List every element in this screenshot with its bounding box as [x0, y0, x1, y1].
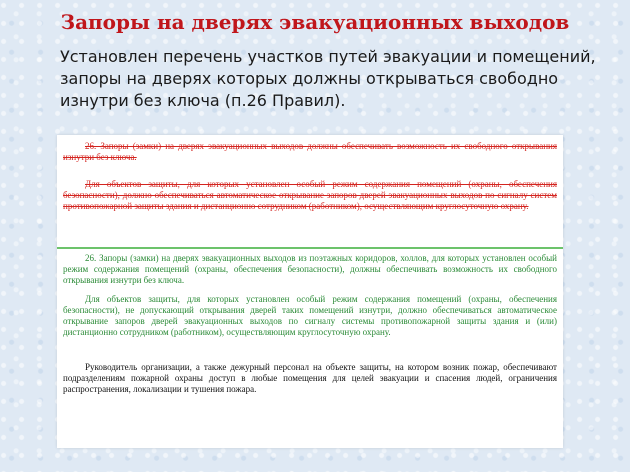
old-paragraph-26: 26. Запоры (замки) на дверях эвакуационных выходов должны обеспечивать возможность их свободного открывания изнутри без ключа.	[63, 141, 557, 162]
new-paragraph-special-regime: Для объектов защиты, для которых установлен особый режим содержания помещений (охраны, обеспечения безопасности), не допускающий открывания дверей таких помещений изнутри, должно обеспечиваться автоматическое открывание запоров дверей эвакуационных выходов по сигналу системы противопожарной защиты здания и (или) дистанционно сотрудником (работником), осуществляющим круглосуточную охрану.	[63, 294, 557, 337]
new-paragraph-26: 26. Запоры (замки) на дверях эвакуационных выходов из поэтажных коридоров, холлов, для которых установлен особый режим содержания помещений (охраны, обеспечения безопасности), должны обеспечивать возможность их свободного открывания изнутри без ключа.	[63, 253, 557, 285]
old-paragraph-special-regime: Для объектов защиты, для которых установлен особый режим содержания помещений (охраны, обеспечения безопасности), должно обеспечиваться автоматическое открывание запоров дверей эвакуационных выходов по сигналу систем противопожарной защиты здания и дистанционно сотрудником (работником), осуществляющим круглосуточную охрану.	[63, 179, 557, 211]
slide-title: Запоры на дверях эвакуационных выходов	[60, 10, 570, 34]
old-wording-section	[57, 135, 563, 247]
new-wording-section	[57, 247, 563, 350]
manager-duty-paragraph: Руководитель организации, а также дежурный персонал на объекте защиты, на котором возник пожар, обеспечивают подразделениям пожарной охраны доступ в любые помещения для целей эвакуации и спасения людей, ограничения распространения, локализации и тушения пожара.	[63, 362, 557, 394]
slide-subtitle: Установлен перечень участков путей эвакуации и помещений, запоры на дверях которых должны открываться свободно изнутри без ключа (п.26 Правил).	[60, 47, 596, 110]
manager-duty-section	[57, 350, 563, 448]
document-excerpt	[57, 135, 563, 448]
